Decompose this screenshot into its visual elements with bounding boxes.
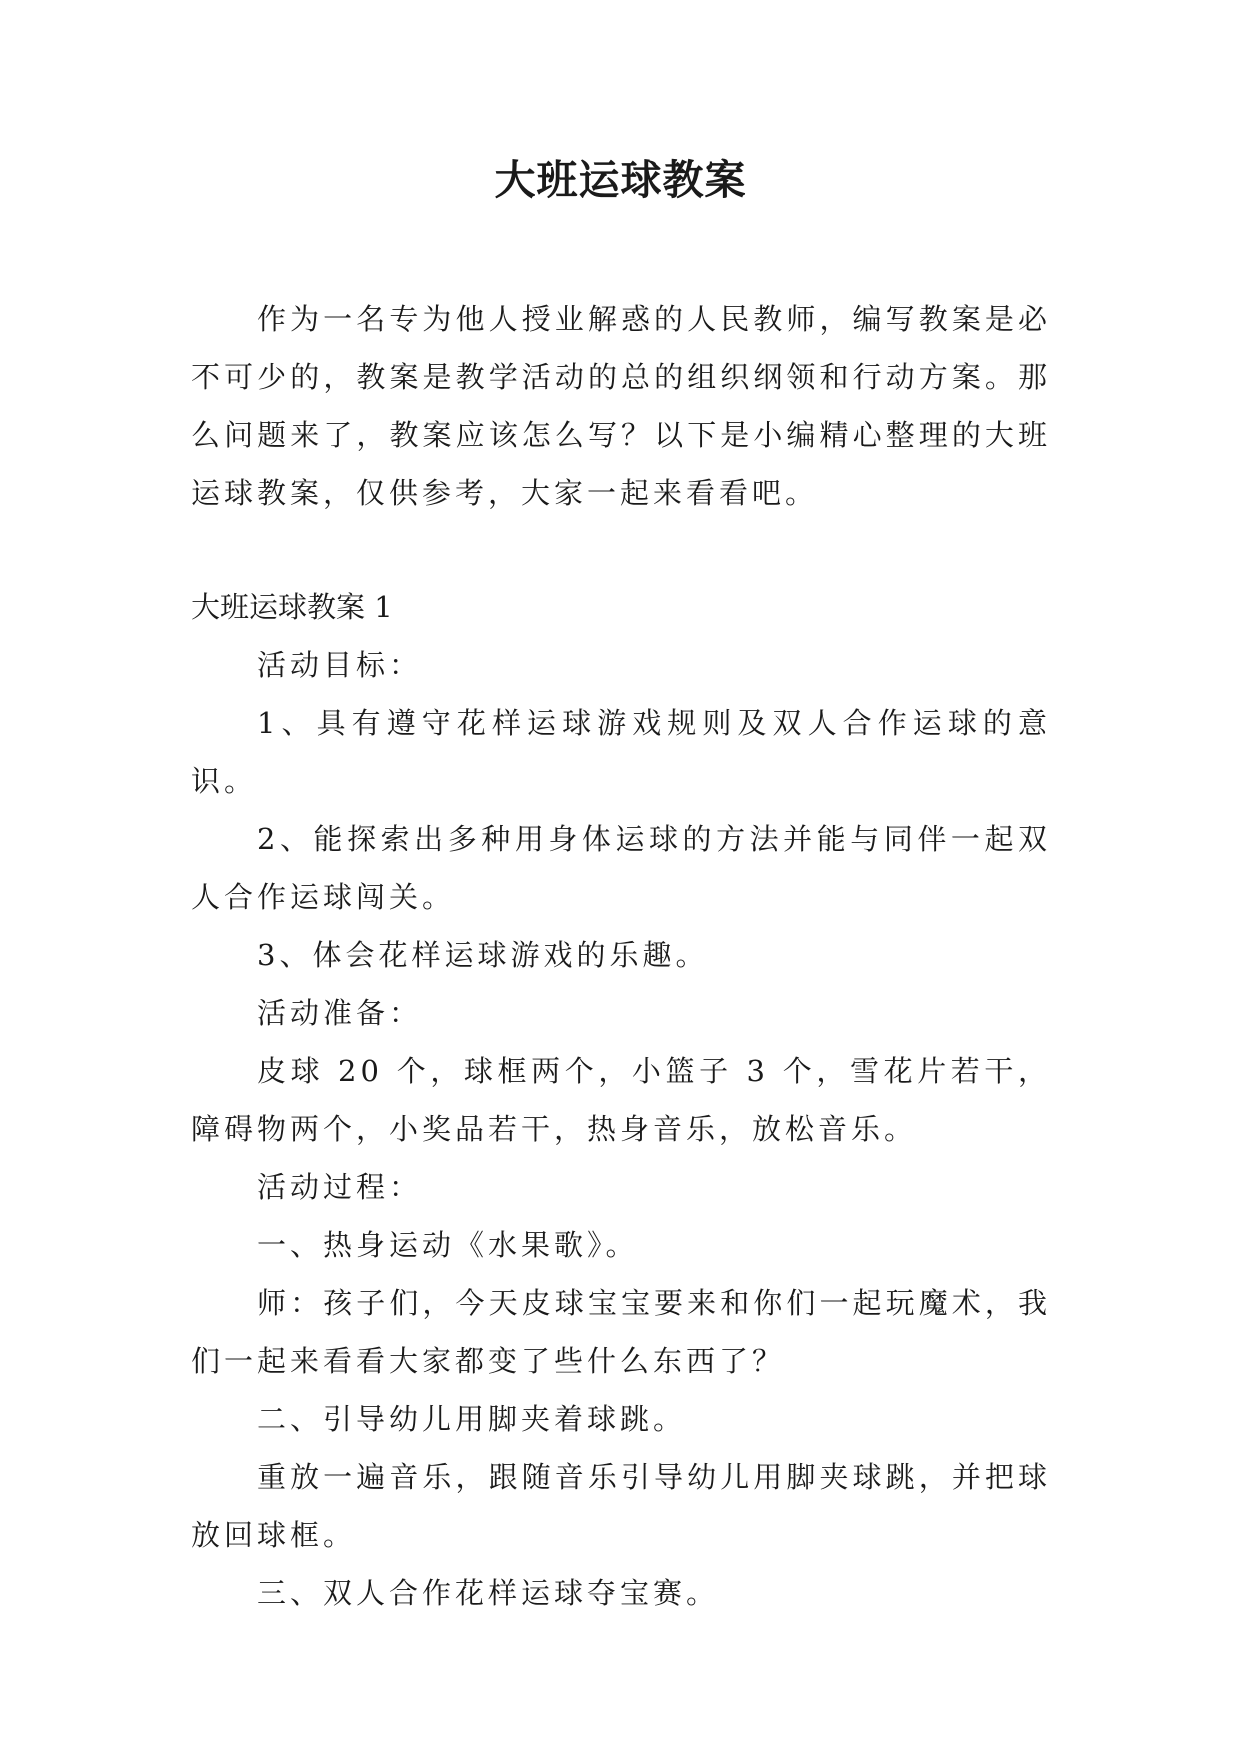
document-body: [191, 290, 1051, 1622]
paragraph-objective-3: 3、体会花样运球游戏的乐趣。: [257, 938, 709, 972]
paragraph-step-3: 三、双人合作花样运球夺宝赛。: [257, 1576, 720, 1610]
paragraph-step-1: 一、热身运动《水果歌》。: [257, 1228, 639, 1262]
paragraph-preparation-materials: 皮球 20 个，球框两个，小篮子 3 个，雪花片若干，障碍物两个，小奖品若干，热身音乐，放松音乐。: [191, 1054, 1051, 1146]
paragraph-step-2: 二、引导幼儿用脚夹着球跳。: [257, 1402, 687, 1436]
paragraph-preparation-heading: 活动准备：: [257, 996, 423, 1030]
section-heading: 大班运球教案 1: [191, 590, 393, 624]
paragraph-objectives-heading: 活动目标：: [257, 648, 423, 682]
document-title: 大班运球教案: [494, 156, 747, 204]
paragraph-teacher-line: 师：孩子们，今天皮球宝宝要来和你们一起玩魔术，我们一起来看看大家都变了些什么东西了？: [191, 1286, 1051, 1378]
paragraph-objective-1: 1、具有遵守花样运球游戏规则及双人合作运球的意识。: [191, 706, 1051, 798]
paragraph-process-heading: 活动过程：: [257, 1170, 423, 1204]
paragraph-objective-2: 2、能探索出多种用身体运球的方法并能与同伴一起双人合作运球闯关。: [191, 822, 1051, 914]
intro-paragraph: 作为一名专为他人授业解惑的人民教师，编写教案是必不可少的，教案是教学活动的总的组织纲领和行动方案。那么问题来了，教案应该怎么写？以下是小编精心整理的大班运球教案，仅供参考，大家一起来看看吧。: [191, 302, 1051, 510]
paragraph-step-2-detail: 重放一遍音乐，跟随音乐引导幼儿用脚夹球跳，并把球放回球框。: [191, 1460, 1051, 1552]
